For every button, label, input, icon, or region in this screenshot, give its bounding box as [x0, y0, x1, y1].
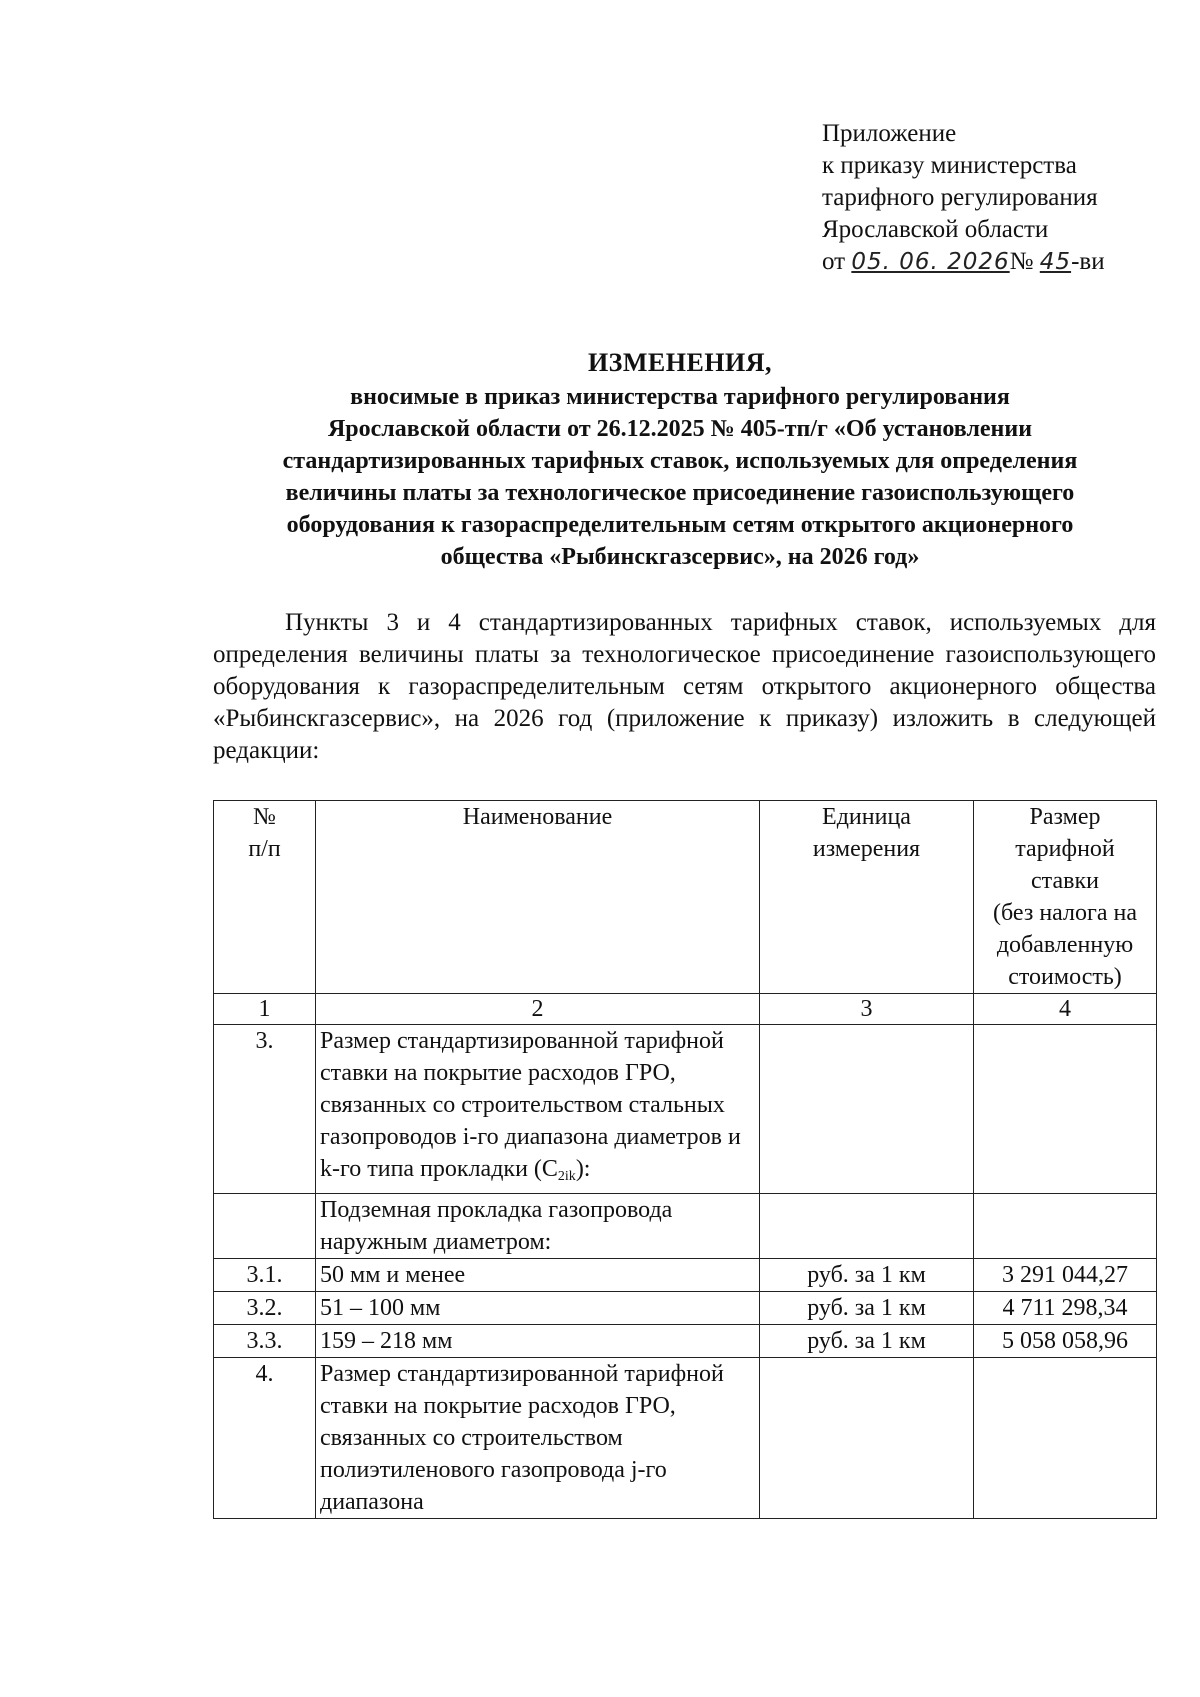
appendix-date-line [822, 246, 1105, 278]
heading-line-5: оборудования к газораспределительным сетям открытого акционерного [286, 512, 1074, 538]
row-name: 159 – 218 мм [316, 1325, 760, 1358]
section-4-value [974, 1358, 1157, 1519]
from-prefix: от [822, 248, 846, 275]
section-3-row [214, 1025, 1157, 1194]
header-unit-line-2: измерения [812, 836, 921, 862]
document-heading [200, 347, 1160, 573]
subheading-unit [760, 1194, 974, 1259]
row-name: 51 – 100 мм [316, 1292, 760, 1325]
header-name [316, 801, 760, 994]
tariff-rates-table [213, 800, 1157, 1519]
appendix-line-3: тарифного регулирования [822, 184, 1098, 211]
header-num [214, 801, 316, 994]
heading-line-1: вносимые в приказ министерства тарифного регулирования [350, 384, 1010, 410]
subheading-num [214, 1194, 316, 1259]
subheading-value [974, 1194, 1157, 1259]
section-4-num: 4. [214, 1358, 316, 1519]
section-3-subheading: Подземная прокладка газопровода наружным диаметром: [316, 1194, 760, 1259]
row-unit: руб. за 1 км [760, 1292, 974, 1325]
header-unit [760, 801, 974, 994]
row-name: 50 мм и менее [316, 1259, 760, 1292]
header-rate-line-2: тарифной [1015, 836, 1115, 862]
header-rate-line-3: ставки [1031, 868, 1099, 894]
row-num: 3.3. [214, 1325, 316, 1358]
header-rate-line-6: стоимость) [1008, 964, 1122, 990]
heading-line-2: Ярославской области от 26.12.2025 № 405-тп/г «Об установлении [327, 416, 1033, 442]
table-row [214, 1259, 1157, 1292]
header-rate-line-5: добавленную [996, 932, 1134, 958]
row-num: 3.2. [214, 1292, 316, 1325]
row-num: 3.1. [214, 1259, 316, 1292]
col-number-3: 3 [760, 994, 974, 1025]
header-unit-line-1: Единица [822, 804, 911, 830]
row-value: 4 711 298,34 [974, 1292, 1157, 1325]
section-3-value [974, 1025, 1157, 1194]
header-name-text: Наименование [462, 804, 613, 830]
section-3-text [316, 1025, 760, 1194]
appendix-line-1: Приложение [822, 120, 957, 147]
col-number-2: 2 [316, 994, 760, 1025]
col-number-1: 1 [214, 994, 316, 1025]
heading-line-6: общества «Рыбинскгазсервис», на 2026 год» [440, 544, 920, 570]
intro-paragraph: Пункты 3 и 4 стандартизированных тарифных ставок, используемых для определения величины платы за технологическое присоединение газоиспользующего оборудования к газораспределительным сетям открытого акционерного общества «Рыбинскгазсервис», на 2026 год (приложение к приказу) изложить в следующей редакции: [213, 609, 1156, 764]
appendix-block [822, 118, 1105, 278]
header-rate-line-4: (без налога на [993, 900, 1137, 926]
row-unit: руб. за 1 км [760, 1325, 974, 1358]
section-3-subheading-row [214, 1194, 1157, 1259]
section-3-text-tail: ): [575, 1156, 591, 1182]
header-rate-line-1: Размер [1029, 804, 1101, 830]
header-num-line-1: № [253, 804, 276, 830]
section-3-subscript: 2ik [557, 1169, 576, 1184]
col-number-4: 4 [974, 994, 1157, 1025]
section-4-row [214, 1358, 1157, 1519]
header-rate [974, 801, 1157, 994]
row-value: 3 291 044,27 [974, 1259, 1157, 1292]
table-row [214, 1325, 1157, 1358]
section-3-text-main: Размер стандартизированной тарифной ставки на покрытие расходов ГРО, связанных со строительством стальных газопроводов i-го диапазона диаметров и k-го типа прокладки (С [320, 1028, 741, 1182]
handwritten-number: 45 [1039, 249, 1072, 275]
handwritten-date: 05. 06. 2026 [851, 249, 1010, 275]
section-3-unit [760, 1025, 974, 1194]
document-title: ИЗМЕНЕНИЯ, [587, 348, 773, 377]
row-value: 5 058 058,96 [974, 1325, 1157, 1358]
section-3-num: 3. [214, 1025, 316, 1194]
table-header-row [214, 801, 1157, 994]
heading-line-4: величины платы за технологическое присоединение газоиспользующего [285, 480, 1075, 506]
number-sign: № [1009, 248, 1034, 275]
section-4-text: Размер стандартизированной тарифной ставки на покрытие расходов ГРО, связанных со строительством полиэтиленового газопровода j-го диапазона [316, 1358, 760, 1519]
section-4-unit [760, 1358, 974, 1519]
row-unit: руб. за 1 км [760, 1259, 974, 1292]
column-number-row [214, 994, 1157, 1025]
table-row [214, 1292, 1157, 1325]
appendix-line-2: к приказу министерства [822, 152, 1077, 179]
order-suffix: -ви [1071, 248, 1105, 275]
heading-line-3: стандартизированных тарифных ставок, используемых для определения [282, 448, 1078, 474]
header-num-line-2: п/п [248, 836, 281, 862]
appendix-line-4: Ярославской области [822, 216, 1049, 243]
